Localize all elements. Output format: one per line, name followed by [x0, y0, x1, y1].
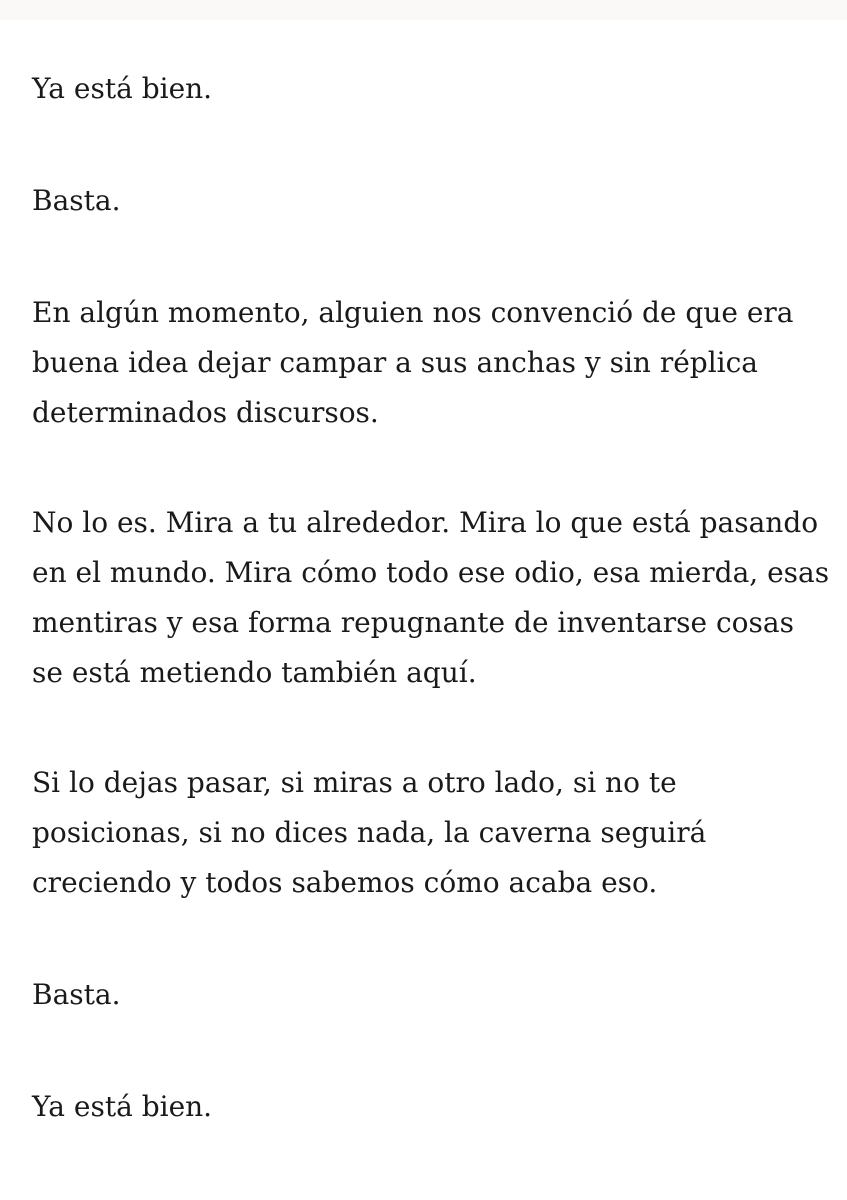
paragraph-algun-momento [32, 288, 793, 438]
paragraph-line: creciendo y todos sabemos cómo acaba eso. [32, 866, 658, 899]
paragraph-ya-esta-bien-2 [32, 1082, 212, 1132]
paragraph-line: mentiras y esa forma repugnante de inventarse cosas [32, 606, 794, 639]
paragraph-line: se está metiendo también aquí. [32, 656, 477, 689]
paragraph-line: En algún momento, alguien nos convenció de que era [32, 296, 794, 329]
paragraph-line: No lo es. Mira a tu alrededor. Mira lo que está pasando [32, 506, 819, 539]
paragraph-line: Basta. [32, 978, 121, 1011]
paragraph-basta [32, 176, 120, 226]
paragraph-line: Ya está bien. [32, 1090, 213, 1123]
paragraph-line: Ya está bien. [32, 72, 213, 105]
paragraph-line: buena idea dejar campar a sus anchas y sin réplica [32, 346, 758, 379]
top-strip [0, 0, 847, 20]
paragraph-basta-2 [32, 970, 120, 1020]
paragraph-line: en el mundo. Mira cómo todo ese odio, esa mierda, esas [32, 556, 830, 589]
paragraph-line: Si lo dejas pasar, si miras a otro lado, si no te [32, 766, 677, 799]
paragraph-no-lo-es [32, 498, 829, 698]
paragraph-line: determinados discursos. [32, 396, 379, 429]
paragraph-line: posicionas, si no dices nada, la caverna seguirá [32, 816, 707, 849]
paragraph-si-lo-dejas [32, 758, 706, 908]
paragraph-ya-esta-bien [32, 64, 212, 114]
paragraph-line: Basta. [32, 184, 121, 217]
